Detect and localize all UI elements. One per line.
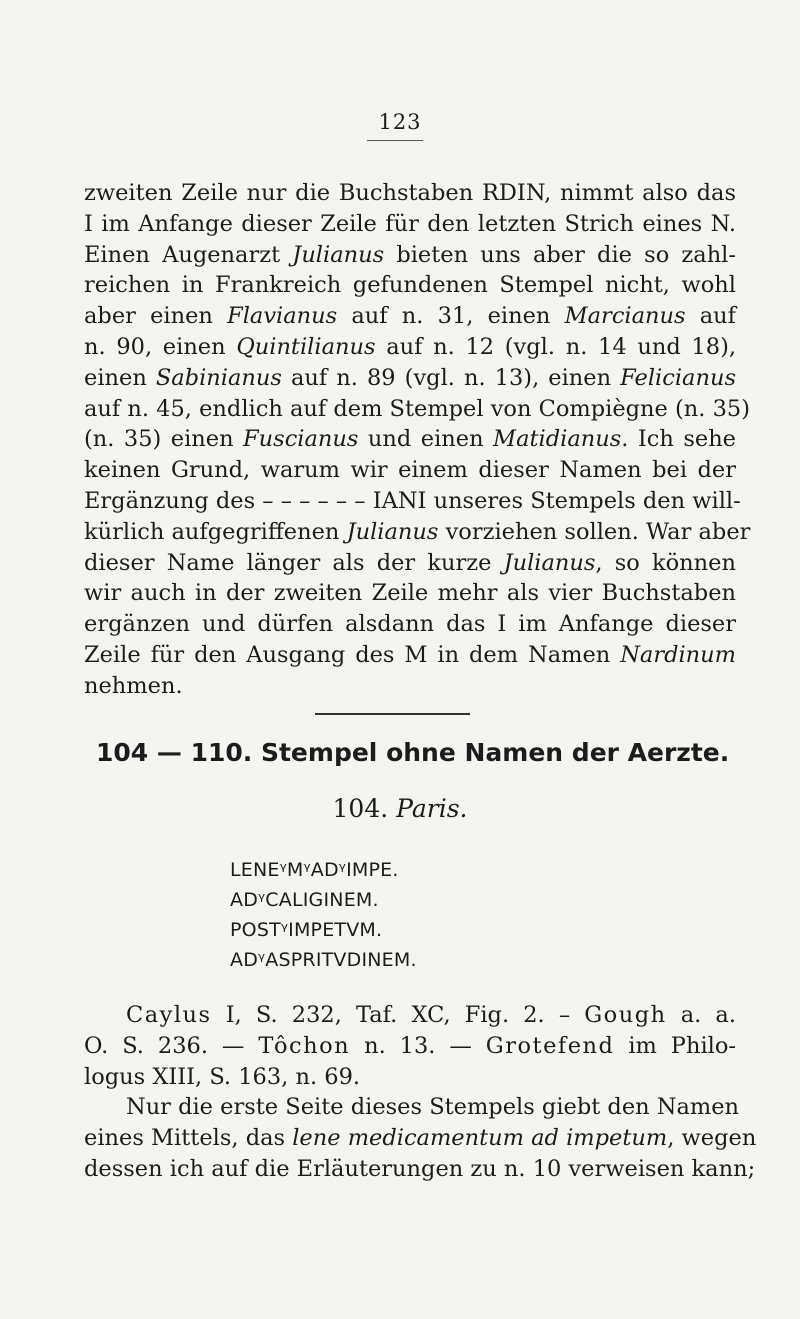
text-line: Einen Augenarzt Julianus bieten uns aber die so zahl- bbox=[84, 241, 736, 268]
text-line: Zeile für den Ausgang des M in dem Namen Nardinum bbox=[84, 641, 736, 668]
text-line: I im Anfange dieser Zeile für den letzten Strich eines N. bbox=[84, 210, 736, 237]
text-line: (n. 35) einen Fuscianus und einen Matidianus. Ich sehe bbox=[84, 426, 736, 453]
text-line: ergänzen und dürfen alsdann das I im Anfange dieser bbox=[84, 611, 736, 638]
stamp-inscription bbox=[230, 855, 417, 975]
text-line: dessen ich auf die Erläuterungen zu n. 10 verweisen kann; bbox=[84, 1155, 756, 1182]
text-line: zweiten Zeile nur die Buchstaben RDIN, nimmt also das bbox=[84, 180, 736, 206]
text-line: Nur die erste Seite dieses Stempels giebt den Namen bbox=[126, 1094, 740, 1121]
reference-line: Caylus I, S. 232, Taf. XC, Fig. 2. – Gough a. a. bbox=[126, 1002, 736, 1028]
inscription-line: POSTᵞIMPETVM. bbox=[230, 919, 383, 941]
text-line: auf n. 45, endlich auf dem Stempel von Compiègne (n. 35) bbox=[84, 395, 750, 422]
subsection-number: 104. bbox=[332, 794, 389, 823]
section-heading: 104 — 110. Stempel ohne Namen der Aerzte. bbox=[96, 738, 730, 767]
text-line: nehmen. bbox=[84, 672, 183, 699]
subsection-heading bbox=[0, 794, 800, 823]
text-line: reichen in Frankreich gefundenen Stempel nicht, wohl bbox=[84, 272, 736, 299]
references-block bbox=[84, 1000, 757, 1185]
reference-line: logus XIII, S. 163, n. 69. bbox=[84, 1063, 361, 1090]
inscription-line: ADᵞCALIGINEM. bbox=[230, 889, 379, 911]
text-line: wir auch in der zweiten Zeile mehr als vier Buchstaben bbox=[84, 580, 736, 607]
text-line: keinen Grund, warum wir einem dieser Namen bei der bbox=[84, 457, 736, 484]
page-number: 123 bbox=[378, 110, 422, 134]
text-line: Ergänzung des – – – – – – IANI unseres Stempels den will- bbox=[84, 487, 741, 514]
section-divider bbox=[315, 713, 470, 715]
reference-line: O. S. 236. — Tôchon n. 13. — Grotefend im Philo- bbox=[84, 1032, 736, 1059]
text-line: kürlich aufgegriffenen Julianus vorziehen sollen. War aber bbox=[84, 518, 751, 545]
text-line: dieser Name länger als der kurze Julianus, so können bbox=[84, 549, 736, 576]
page-number-underline bbox=[367, 140, 423, 141]
text-line: einen Sabinianus auf n. 89 (vgl. n. 13), einen Felicianus bbox=[84, 364, 736, 391]
subsection-place: Paris. bbox=[396, 794, 468, 823]
text-line: eines Mittels, das lene medicamentum ad impetum, wegen bbox=[84, 1125, 757, 1152]
inscription-line: ADᵞASPRITVDINEM. bbox=[230, 949, 417, 971]
text-line: aber einen Flavianus auf n. 31, einen Marcianus auf bbox=[84, 303, 736, 330]
inscription-line: LENEᵞMᵞADᵞIMPE. bbox=[230, 859, 399, 881]
text-line: n. 90, einen Quintilianus auf n. 12 (vgl. n. 14 und 18), bbox=[84, 333, 736, 360]
body-paragraph bbox=[84, 178, 751, 702]
